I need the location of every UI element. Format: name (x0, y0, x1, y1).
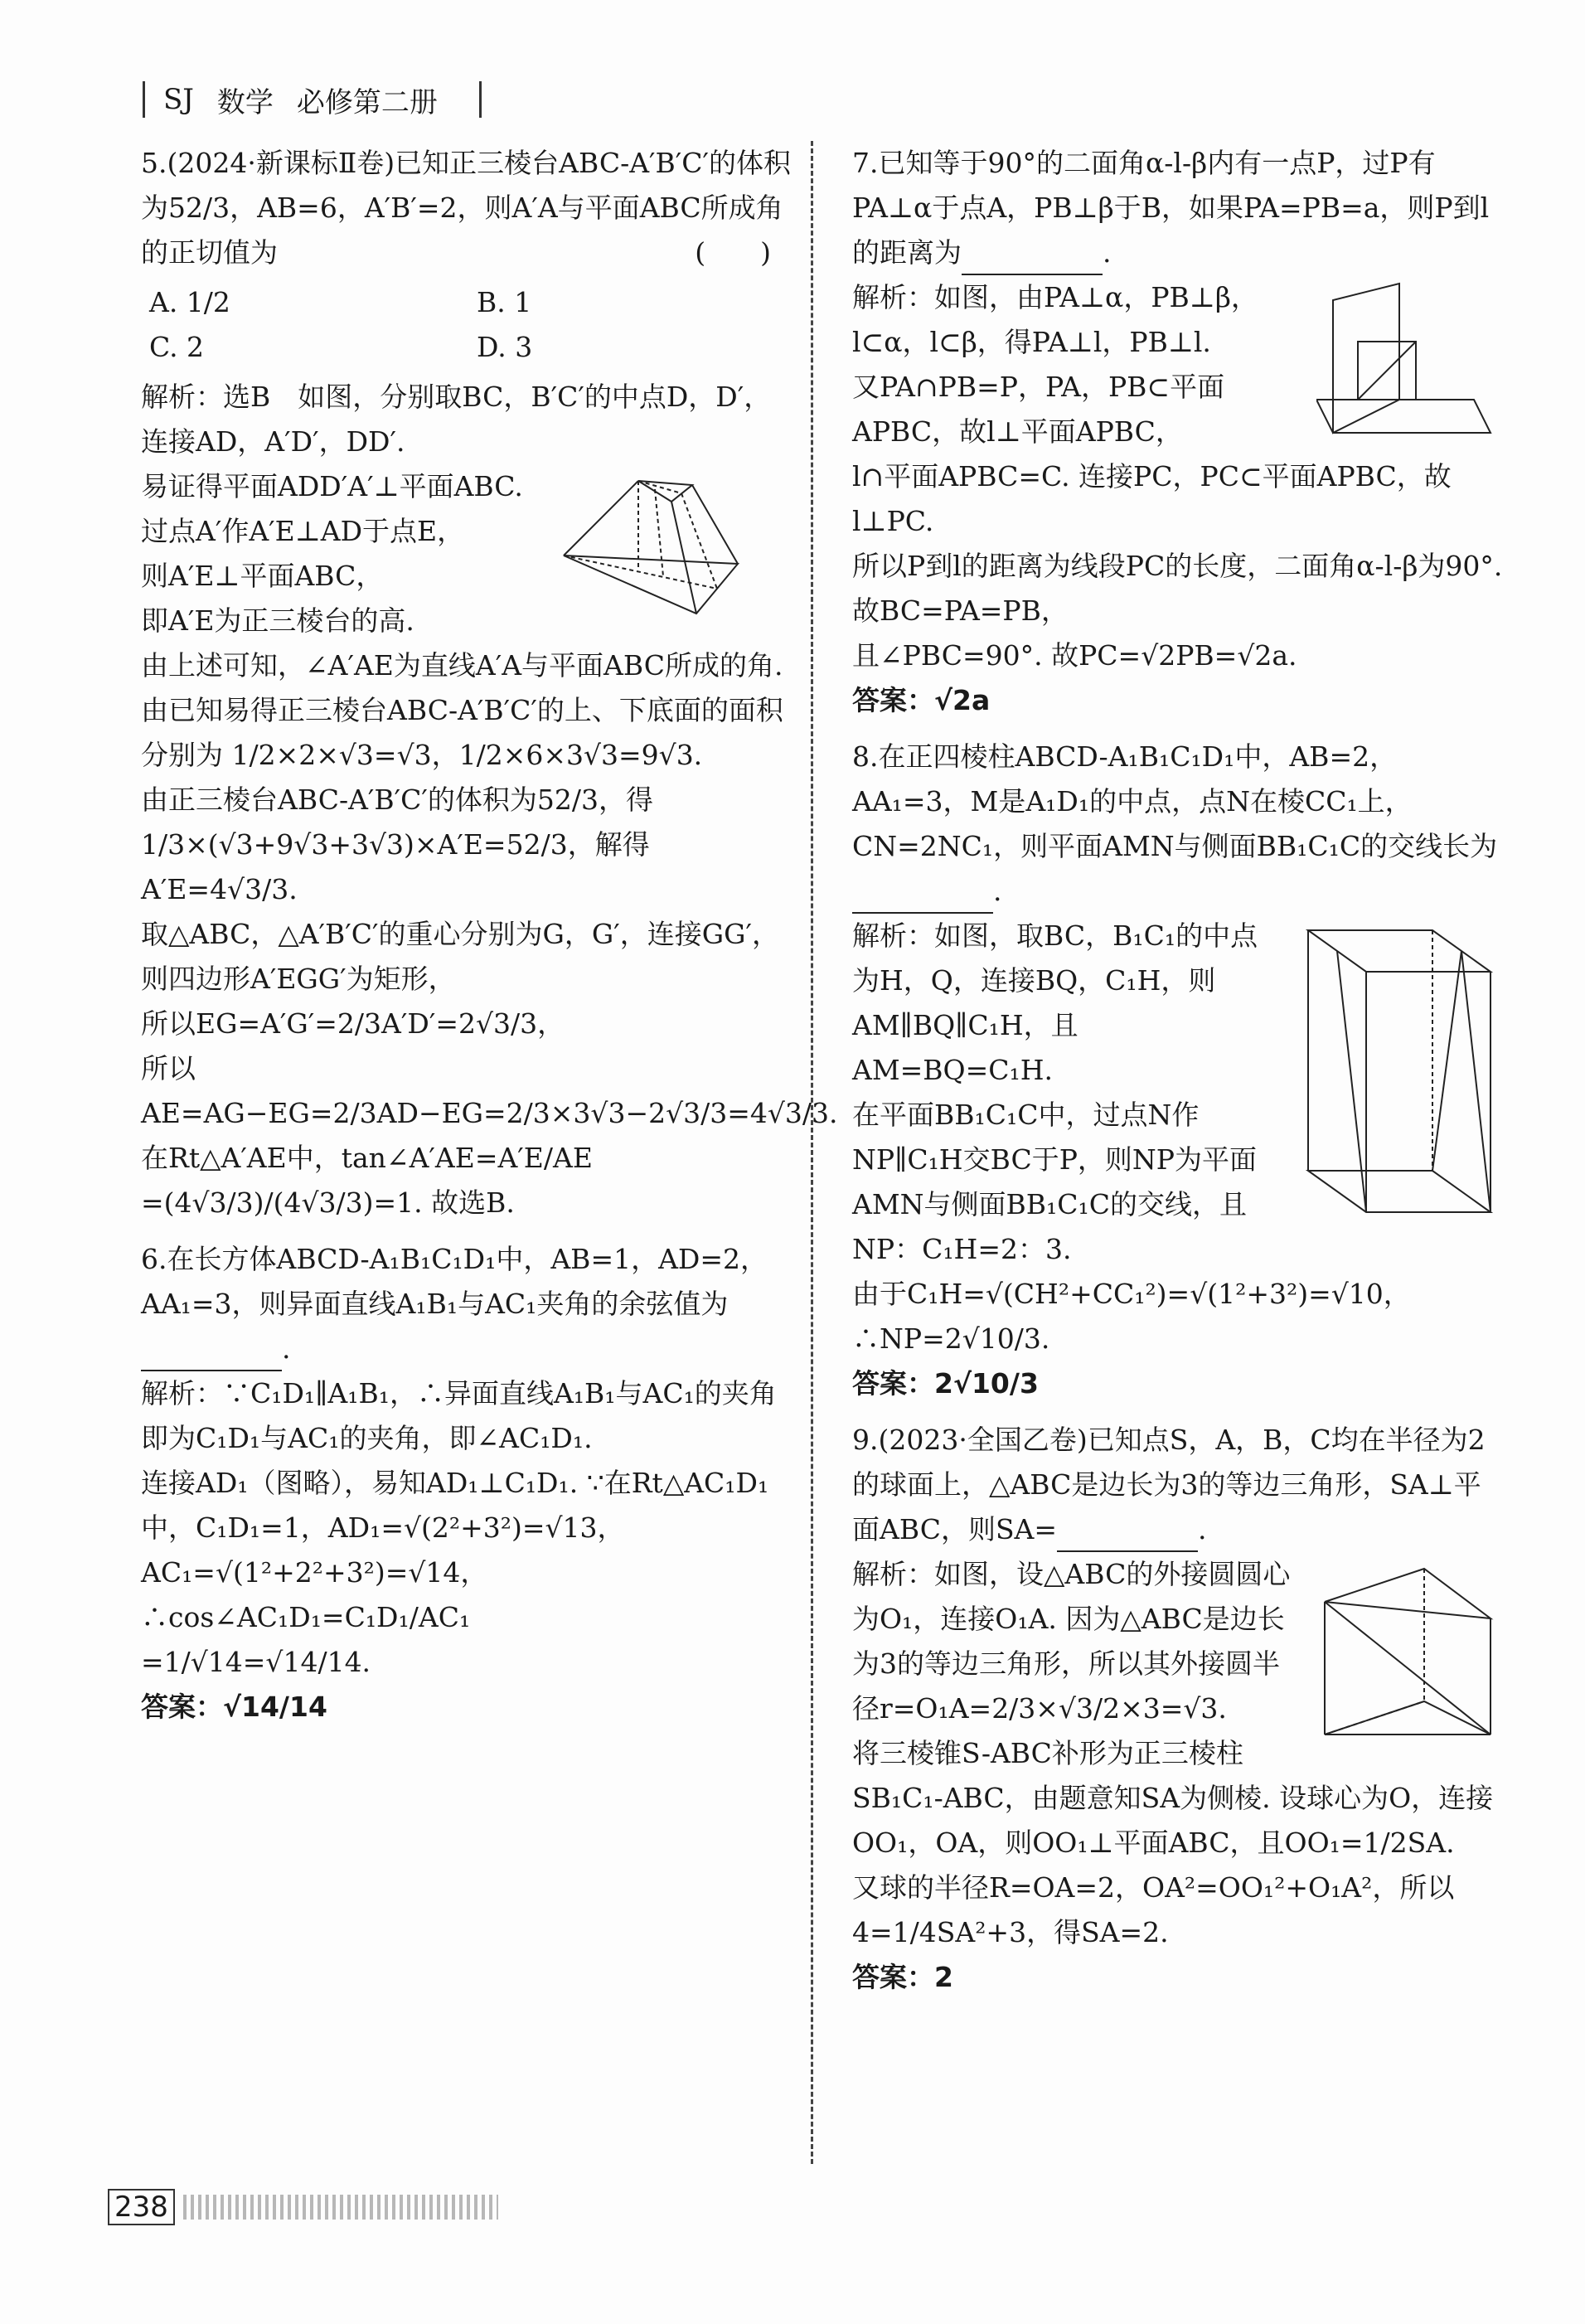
answer-blank (1057, 1522, 1198, 1552)
solution-line: 即A′E为正三棱台的高. (141, 604, 414, 637)
answer-blank (852, 884, 993, 914)
solution-line: =1/√14=√14/14. (141, 1646, 371, 1678)
problem-9-question: 9.(2023·全国乙卷)已知点S，A，B，C均在半径为2的球面上，△ABC是边长为3的等边三角形，SA⊥平面ABC，则SA= . (852, 1418, 1507, 1552)
header-bar-left (143, 81, 145, 118)
choice-c: C. 2 (149, 331, 205, 363)
solution-line: l∩平面APBC=C. 连接PC，PC⊂平面APBC，故l⊥PC. (852, 460, 1452, 537)
problem-7-solution (852, 275, 1507, 678)
prism-figure (1292, 914, 1507, 1229)
problem-9-solution (852, 1552, 1507, 1955)
left-column (141, 141, 838, 1741)
solution-line: 连接AD₁（图略），易知AD₁⊥C₁D₁. ∵在Rt△AC₁D₁中，C₁D₁=1，AD₁=√(2²+3²)=√13， (141, 1467, 769, 1544)
problem-6 (141, 1237, 796, 1730)
problem-7-question: 7.已知等于90°的二面角α-l-β内有一点P，过P有PA⊥α于点A，PB⊥β于B，如果PA=PB=a，则P到l的距离为 . (852, 141, 1507, 275)
problem-7 (852, 141, 1507, 723)
right-column (852, 141, 1507, 2011)
solution-line: 所以P到l的距离为线段PC的长度，二面角α-l-β为90°. 故BC=PA=PB， (852, 550, 1503, 627)
problem-8 (852, 735, 1507, 1406)
solution-line: 由于C₁H=√(CH²+CC₁²)=√(1²+3²)=√10，∴NP=2√10/3. (852, 1278, 1411, 1355)
solution-line: 且∠PBC=90°. 故PC=√2PB=√2a. (852, 639, 1297, 672)
solution-line: AC₁=√(1²+2²+3²)=√14，∴cos∠AC₁D₁=C₁D₁/AC₁ (141, 1556, 488, 1633)
problem-5-solution (141, 375, 838, 1225)
solution-line: 取△ABC，△A′B′C′的重心分别为G，G′，连接GG′，则四边形A′EGG′为矩形， (141, 918, 779, 995)
problem-9-answer: 答案：2 (852, 1961, 953, 1993)
page-number: 238 (108, 2189, 175, 2225)
solution-line: 则A′E⊥平面ABC， (141, 560, 384, 592)
solution-line: 又球的半径R=OA=2，OA²=OO₁²+O₁A²，所以4=1/4SA²+3，得SA=2. (852, 1871, 1455, 1948)
solution-line: 解析：∵C₁D₁∥A₁B₁，∴异面直线A₁B₁与AC₁的夹角即为C₁D₁与AC₁的夹角，即∠AC₁D₁. (141, 1377, 777, 1454)
header-subject: 数学 (216, 85, 274, 119)
column-divider (811, 141, 813, 2164)
solution-line: 解析：如图，设△ABC的外接圆圆心为O₁，连接O₁A. 因为△ABC是边长为3的等边三角形，所以其外接圆半径r=O₁A=2/3×√3/2×3=√3. (852, 1558, 1291, 1725)
solution-line: 由正三棱台ABC-A′B′C′的体积为52/3，得1/3×(√3+9√3+3√3)×A′E=52/3，解得A′E=4√3/3. (141, 784, 654, 905)
solution-line: 由已知易得正三棱台ABC-A′B′C′的上、下底面的面积分别为 1/2×2×√3=√3，1/2×6×3√3=9√3. (141, 694, 783, 771)
problem-5 (141, 141, 838, 1225)
footer-dot-pattern (183, 2195, 498, 2220)
problem-7-answer: 答案：√2a (852, 684, 991, 716)
solution-line: 将三棱锥S-ABC补形为正三棱柱SB₁C₁-ABC，由题意知SA为侧棱. 设球心为O，连接OO₁，OA，则OO₁⊥平面ABC，且OO₁=1/2SA. (852, 1737, 1494, 1859)
choice-d: D. 3 (477, 331, 533, 363)
sphere-prism-figure (1308, 1552, 1507, 1751)
solution-line: 过点A′作A′E⊥AD于点E， (141, 515, 465, 547)
page-footer (108, 2189, 498, 2225)
answer-blank (141, 1342, 282, 1371)
problem-5-choices (141, 280, 796, 370)
problem-8-question: 8.在正四棱柱ABCD-A₁B₁C₁D₁中，AB=2，AA₁=3，M是A₁D₁的中点，点N在棱CC₁上，CN=2NC₁，则平面AMN与侧面BB₁C₁C的交线长为. (852, 735, 1507, 914)
problem-5-question: 5.(2024·新课标Ⅱ卷)已知正三棱台ABC-A′B′C′的体积为52/3，AB=6，A′B′=2，则A′A与平面ABC所成角的正切值为 ( ) (141, 141, 796, 275)
problem-6-answer: 答案：√14/14 (141, 1691, 327, 1723)
solution-line: 由上述可知，∠A′AE为直线A′A与平面ABC所成的角. (141, 649, 783, 682)
problem-6-solution (141, 1371, 796, 1685)
header-series: SJ (163, 83, 194, 116)
solution-line: =(4√3/3)/(4√3/3)=1. 故选B. (141, 1186, 515, 1219)
dihedral-figure (1316, 275, 1507, 441)
solution-line: 又PA∩PB=P，PA，PB⊂平面APBC，故l⊥平面APBC， (852, 371, 1225, 448)
solution-line: 易证得平面ADD′A′⊥平面ABC. (141, 470, 523, 502)
header-book: 必修第二册 (296, 85, 438, 119)
choice-b: B. 1 (477, 286, 532, 318)
answer-blank (962, 245, 1103, 275)
frustum-figure (547, 464, 796, 630)
solution-line: 所以AE=AG−EG=2/3AD−EG=2/3×3√3−2√3/3=4√3/3. 在Rt△A′AE中，tan∠A′AE=A′E/AE (141, 1052, 838, 1174)
solution-line: 解析：选B 如图，分别取BC，B′C′的中点D，D′，连接AD，A′D′，DD′. (141, 381, 772, 458)
solution-line: 在平面BB₁C₁C中，过点N作NP∥C₁H交BC于P，则NP为平面AMN与侧面BB₁C₁C的交线，且NP：C₁H=2：3. (852, 1099, 1257, 1265)
solution-line: 解析：如图，取BC，B₁C₁的中点为H，Q，连接BQ，C₁H，则AM∥BQ∥C₁H，且AM=BQ=C₁H. (852, 919, 1258, 1086)
problem-8-answer: 答案：2√10/3 (852, 1367, 1039, 1400)
answer-paren: ( ) (695, 236, 771, 269)
page-header (124, 76, 500, 123)
choice-a: A. 1/2 (149, 286, 230, 318)
problem-9 (852, 1418, 1507, 2000)
header-bar-right (479, 81, 482, 118)
problem-8-solution (852, 914, 1507, 1361)
problem-6-question: 6.在长方体ABCD-A₁B₁C₁D₁中，AB=1，AD=2，AA₁=3，则异面直线A₁B₁与AC₁夹角的余弦值为. (141, 1237, 796, 1371)
solution-line: 解析：如图，由PA⊥α，PB⊥β，l⊂α，l⊂β，得PA⊥l，PB⊥l. (852, 281, 1258, 358)
solution-line: 所以EG=A′G′=2/3A′D′=2√3/3， (141, 1007, 565, 1040)
